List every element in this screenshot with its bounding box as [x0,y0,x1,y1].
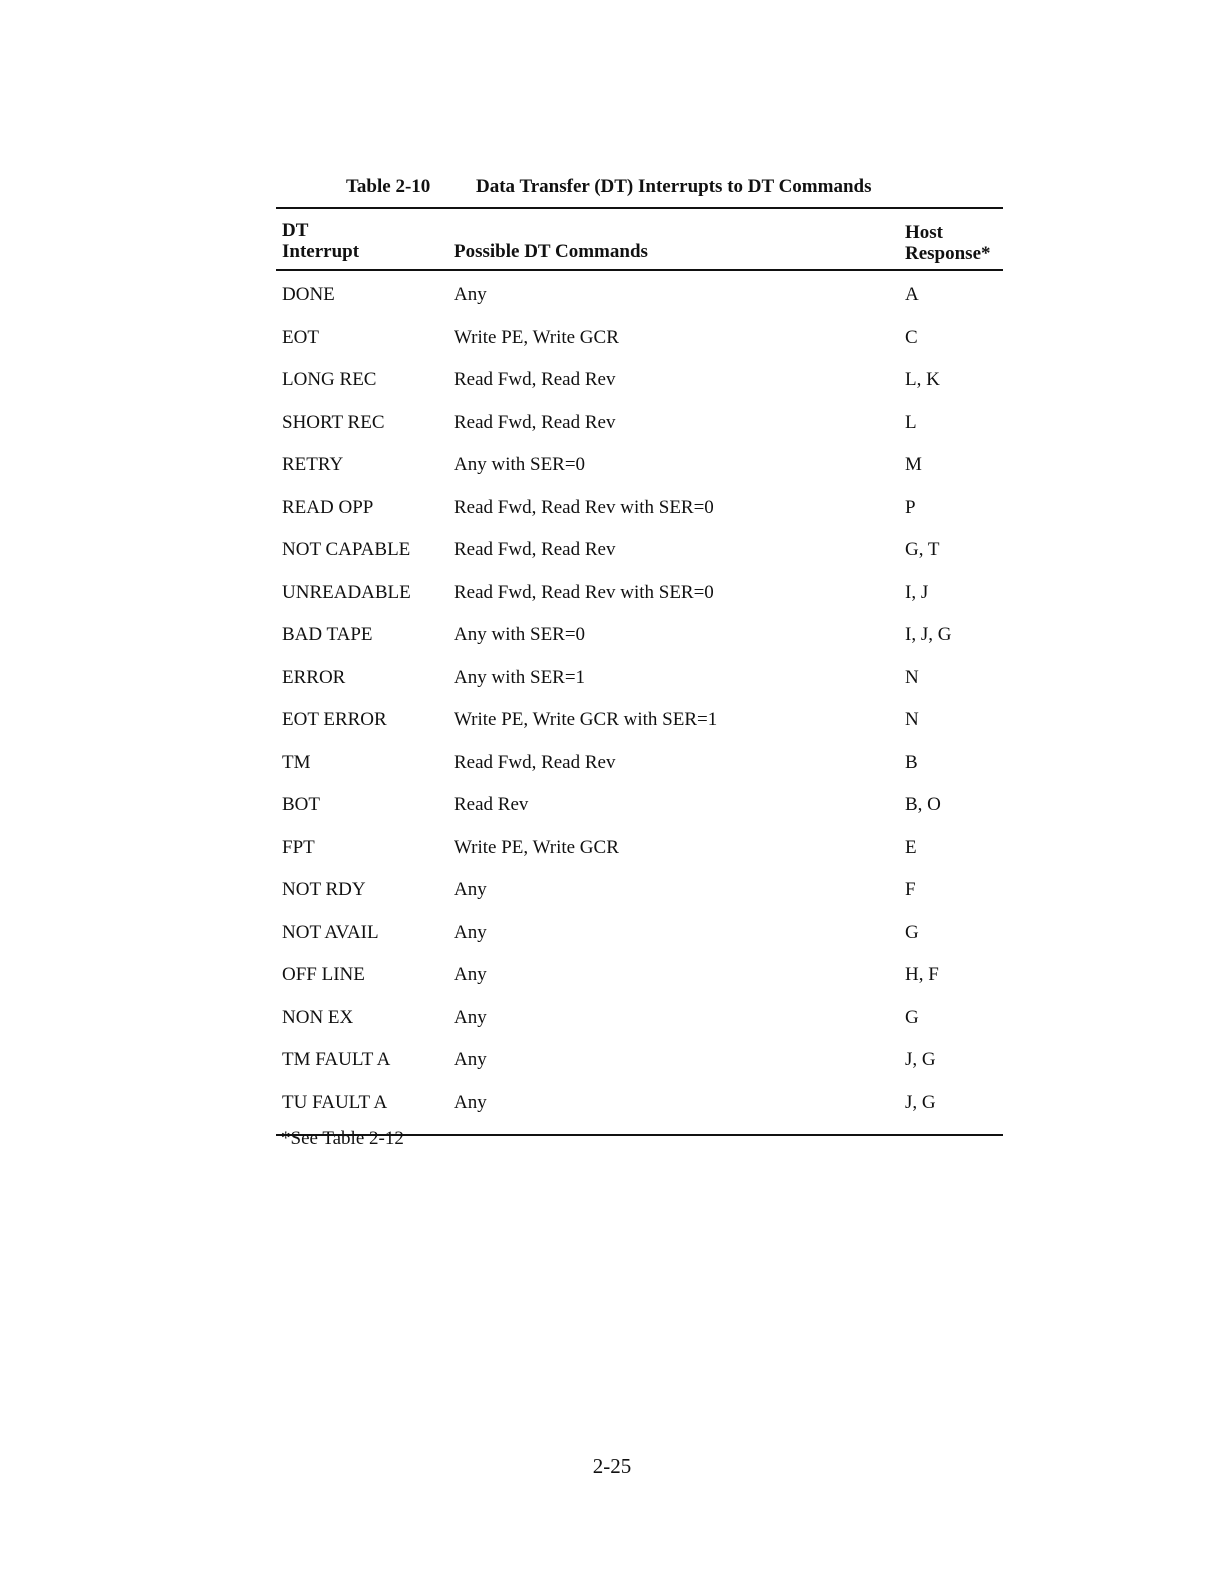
cell-interrupt: READ OPP [282,496,374,518]
cell-interrupt: RETRY [282,454,344,475]
cell-interrupt: DONE [282,284,335,305]
table-row [276,790,1003,833]
cell-commands: Any [454,1006,487,1028]
interrupts-table [276,207,1003,1136]
table-row [276,450,1003,493]
cell-interrupt: BAD TAPE [282,624,373,645]
table-row [276,535,1003,578]
cell-response: L, K [905,369,940,390]
cell-interrupt: NOT AVAIL [282,921,379,943]
table-body [276,271,1003,1134]
cell-commands: Any [454,1091,487,1113]
cell-commands: Read Rev [454,794,529,815]
cell-response: B [905,751,918,773]
cell-interrupt: FPT [282,836,315,858]
table-row [276,705,1003,748]
cell-response: H, F [905,964,939,985]
cell-commands: Read Fwd, Read Rev [454,751,616,773]
cell-interrupt: SHORT REC [282,411,385,433]
cell-interrupt: EOT [282,326,319,348]
cell-interrupt: TM FAULT A [282,1049,391,1070]
table-row [276,918,1003,961]
cell-interrupt: EOT ERROR [282,709,387,730]
table-row [276,280,1003,323]
cell-commands: Any [454,879,487,900]
cell-interrupt: NON EX [282,1006,354,1028]
table-caption [346,176,871,198]
table-title: Data Transfer (DT) Interrupts to DT Commands [476,176,872,197]
cell-commands: Read Fwd, Read Rev with SER=0 [454,581,714,603]
table-row [276,493,1003,536]
cell-response: E [905,836,917,858]
table-row [276,408,1003,451]
table-row [276,578,1003,621]
cell-interrupt: TU FAULT A [282,1091,388,1113]
cell-commands: Read Fwd, Read Rev [454,411,616,433]
table-row [276,748,1003,791]
cell-commands: Any [454,1049,487,1070]
header-interrupt-line2: Interrupt [282,241,360,262]
cell-interrupt: OFF LINE [282,964,365,985]
cell-commands: Read Fwd, Read Rev with SER=0 [454,496,714,518]
cell-commands: Read Fwd, Read Rev [454,539,616,560]
cell-response: I, J [905,581,929,603]
cell-interrupt: NOT RDY [282,879,366,900]
cell-response: G [905,1006,919,1028]
table-row [276,875,1003,918]
header-response-line1: Host [905,222,943,243]
cell-commands: Any with SER=0 [454,624,586,645]
cell-response: F [905,879,916,900]
page-number: 2-25 [592,1454,632,1478]
table-row [276,620,1003,663]
cell-response: P [905,496,916,518]
cell-commands: Any [454,921,487,943]
cell-interrupt: NOT CAPABLE [282,539,411,560]
table-footnote: *See Table 2-12 [281,1128,404,1149]
header-commands: Possible DT Commands [454,241,648,262]
table-row [276,833,1003,876]
header-interrupt [282,220,359,262]
cell-commands: Write PE, Write GCR with SER=1 [454,709,718,730]
cell-response: I, J, G [905,624,952,645]
table-header [276,209,1003,269]
cell-commands: Any with SER=0 [454,454,586,475]
cell-commands: Any with SER=1 [454,666,586,688]
cell-response: G [905,921,919,943]
table-row [276,365,1003,408]
table-row [276,1088,1003,1131]
table-row [276,1003,1003,1046]
cell-interrupt: LONG REC [282,369,377,390]
header-response-line2: Response* [905,243,991,264]
cell-response: B, O [905,794,941,815]
cell-commands: Write PE, Write GCR [454,836,619,858]
table-row [276,323,1003,366]
table-row [276,663,1003,706]
header-interrupt-line1: DT [282,220,309,241]
header-response [905,222,991,264]
table-row [276,960,1003,1003]
cell-commands: Read Fwd, Read Rev [454,369,616,390]
cell-response: J, G [905,1091,936,1113]
cell-response: M [905,454,922,475]
cell-response: C [905,326,918,348]
cell-response: A [905,284,919,305]
cell-interrupt: ERROR [282,666,346,688]
table-row [276,1045,1003,1088]
cell-response: G, T [905,539,940,560]
cell-commands: Any [454,964,487,985]
cell-commands: Write PE, Write GCR [454,326,619,348]
cell-interrupt: BOT [282,794,320,815]
cell-commands: Any [454,284,487,305]
cell-interrupt: TM [282,751,311,773]
cell-response: J, G [905,1049,936,1070]
cell-response: L [905,411,917,433]
cell-response: N [905,666,919,688]
table-number: Table 2-10 [346,176,431,197]
cell-interrupt: UNREADABLE [282,581,411,603]
cell-response: N [905,709,919,730]
